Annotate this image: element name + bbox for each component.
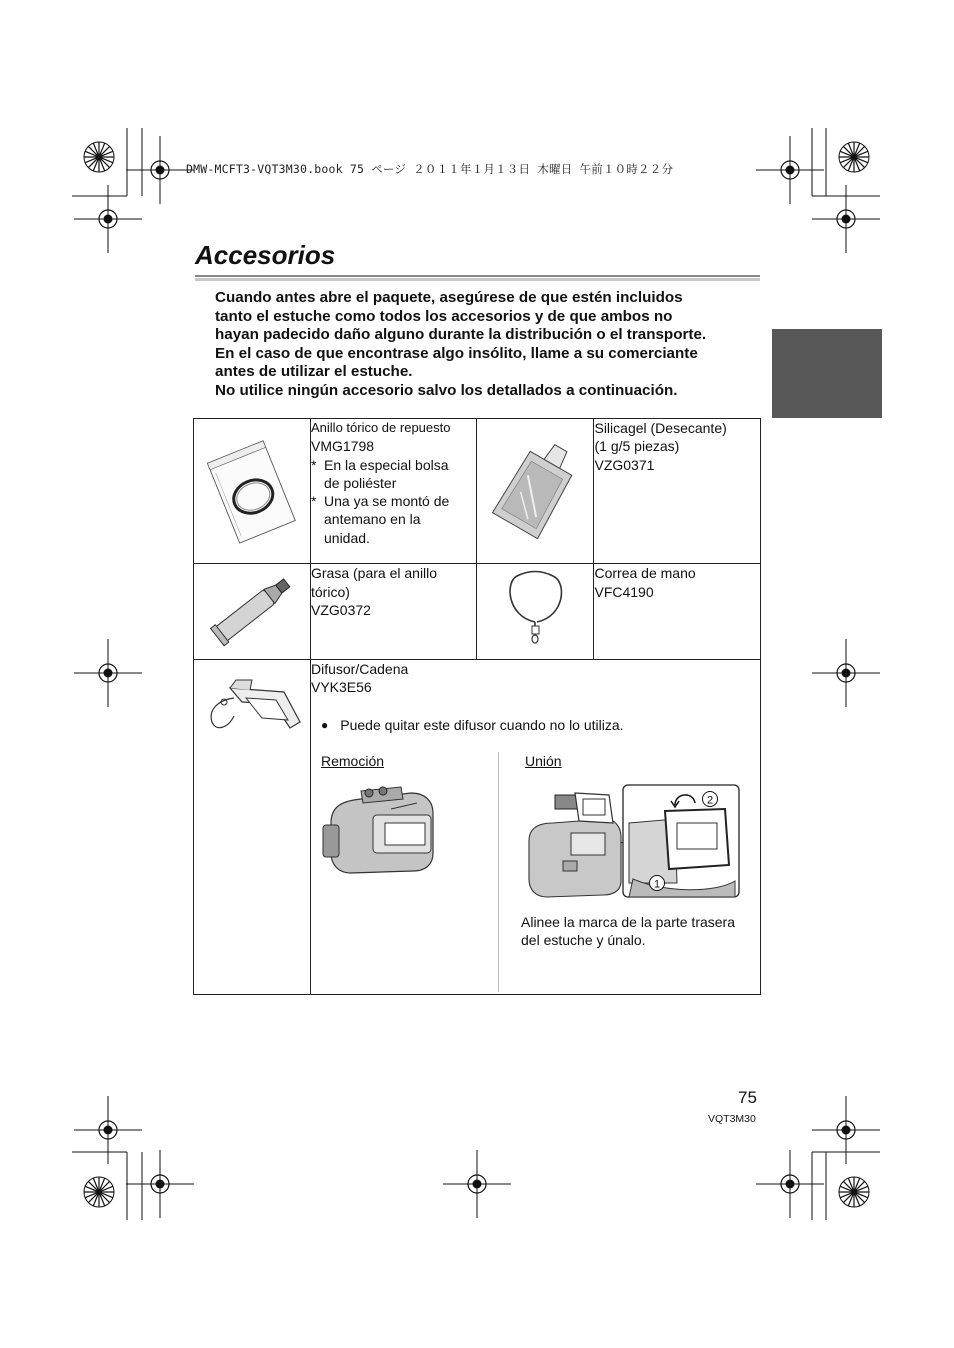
note-line: En la especial bolsa: [324, 456, 449, 473]
silicagel-pack-illustration: [477, 419, 593, 559]
silica-name: Silicagel (Desecante): [594, 420, 727, 436]
table-row: [194, 419, 761, 564]
oring-image-cell: [194, 419, 311, 564]
union-instruction: [521, 913, 743, 950]
strap-description: [594, 564, 761, 659]
note-line: antemano en la: [324, 511, 421, 528]
removal-case-illustration: [321, 783, 441, 883]
section-side-tab: [772, 329, 882, 418]
union-label: Unión: [525, 753, 562, 770]
note-line: unidad.: [324, 529, 370, 546]
intro-line: En el caso de que encontrase algo insólito, llame a su comerciante: [215, 344, 698, 362]
removal-label: Remoción: [321, 753, 385, 770]
strap-name: Correa de mano: [594, 565, 696, 582]
intro-line: Cuando antes abre el paquete, asegúrese de que estén incluidos: [215, 289, 683, 306]
bullet-icon: ●: [321, 718, 329, 733]
grease-name: Grasa (para el anillo: [311, 565, 438, 582]
accessories-table: [193, 418, 761, 995]
intro-line: No utilice ningún accesorio salvo los detallados a continuación.: [215, 381, 678, 399]
union-text-line: del estuche y únalo.: [521, 932, 646, 949]
hand-strap-illustration: [477, 564, 593, 654]
document-code: VQT3M30: [708, 1113, 756, 1125]
diffuser-code: VYK3E56: [311, 678, 372, 695]
strap-image-cell: [477, 564, 594, 659]
grease-code: VZG0372: [311, 601, 371, 618]
diffuser-subsections: [311, 752, 760, 992]
table-row: [194, 659, 761, 994]
diffuser-image-cell: [194, 659, 311, 994]
oring-note-1: [311, 456, 476, 493]
note-line: Una ya se montó de: [324, 493, 450, 510]
oring-name: Anillo tórico de repuesto: [311, 420, 451, 435]
intro-line: tanto el estuche como todos los accesorios y de que ambos no: [215, 307, 673, 325]
grease-description: [311, 564, 477, 659]
union-section: [499, 752, 743, 992]
grease-name: tórico): [311, 583, 350, 600]
intro-text: [215, 289, 760, 400]
removal-section: [311, 752, 499, 992]
note-asterisk: *: [311, 493, 317, 510]
print-header-line: DMW-MCFT3-VQT3M30.book 75 ページ ２０１１年１月１３日 木曜日 午前１０時２２分: [186, 162, 674, 176]
diffuser-bullet: [311, 716, 760, 734]
silica-image-cell: [477, 419, 594, 564]
bullet-text: Puede quitar este difusor cuando no lo utiliza.: [340, 717, 624, 734]
silica-code: VZG0371: [594, 456, 655, 473]
silica-description: [594, 419, 761, 564]
union-text-line: Alinee la marca de la parte trasera: [521, 914, 735, 931]
grease-image-cell: [194, 564, 311, 659]
silica-detail: (1 g/5 piezas): [594, 438, 680, 455]
diffuser-name: Difusor/Cadena: [311, 660, 409, 677]
page-number: 75: [738, 1088, 757, 1107]
diffuser-illustration: [194, 660, 310, 750]
grease-tube-illustration: [194, 564, 310, 654]
note-asterisk: *: [311, 456, 317, 473]
oring-bag-illustration: [194, 419, 310, 559]
step-number: 1: [653, 878, 661, 891]
union-diagram-illustration: [525, 783, 743, 901]
diffuser-description: [311, 659, 761, 994]
table-row: [194, 564, 761, 659]
note-line: de poliéster: [324, 474, 397, 491]
oring-description: [311, 419, 477, 564]
oring-code: VMG1798: [311, 438, 375, 455]
step-number: 2: [706, 794, 714, 807]
oring-note-2: [311, 492, 476, 547]
title-rule: [195, 275, 760, 281]
intro-line: hayan padecido daño alguno durante la distribución o el transporte.: [215, 326, 707, 343]
strap-code: VFC4190: [594, 583, 654, 600]
intro-line: antes de utilizar el estuche.: [215, 363, 413, 380]
page-title: Accesorios: [195, 240, 336, 270]
